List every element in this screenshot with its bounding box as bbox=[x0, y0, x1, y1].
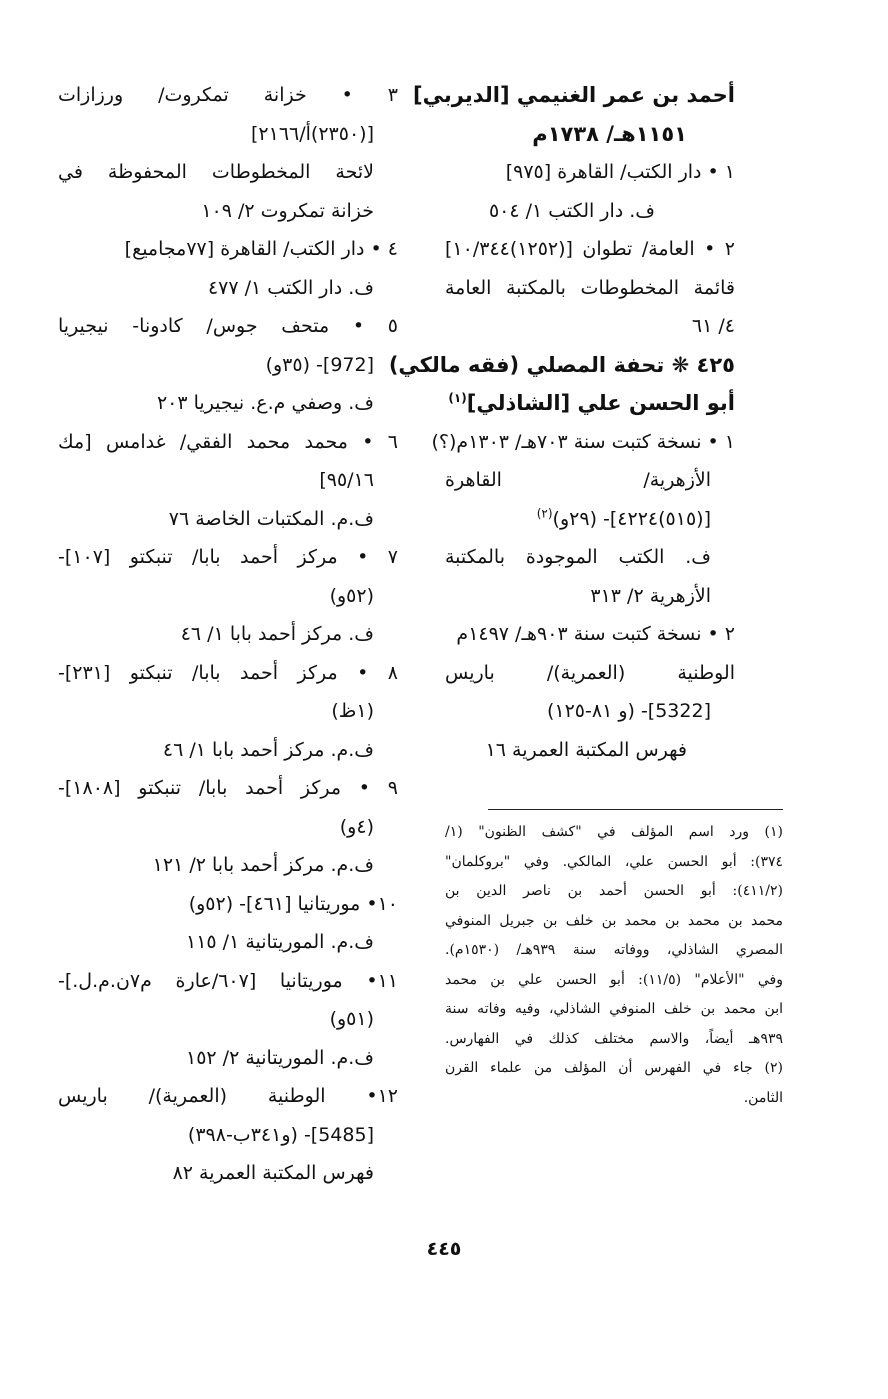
text-line bbox=[445, 731, 735, 770]
text-line bbox=[58, 346, 398, 385]
text-line-text: لائحة المخطوطات المحفوظة في bbox=[58, 161, 374, 183]
text-line bbox=[445, 115, 735, 154]
text-line-text: خزانة تمكروت ٢/ ١٠٩ bbox=[201, 199, 374, 222]
text-line-text: ف.م. الموريتانية ٢/ ١٥٢ bbox=[186, 1046, 374, 1069]
text-line bbox=[58, 962, 398, 1001]
text-line bbox=[388, 346, 735, 385]
text-line-text: ف.م. مركز أحمد بابا ٢/ ١٢١ bbox=[152, 854, 374, 876]
text-line-text: ٥ • متحف جوس/ كادونا- نيجيريا bbox=[58, 315, 398, 337]
text-line-text: (٥٢و) bbox=[329, 584, 374, 607]
text-line bbox=[58, 885, 398, 924]
text-line bbox=[413, 76, 735, 115]
text-line-text: ٨ • مركز أحمد بابا/ تنبكتو [٢٣١]- bbox=[58, 661, 398, 684]
text-line bbox=[58, 731, 398, 770]
text-line-text: قائمة المخطوطات بالمكتبة العامة bbox=[445, 276, 735, 299]
text-line bbox=[445, 192, 735, 231]
text-line bbox=[58, 192, 398, 231]
text-line-text: ٩٥/١٦] bbox=[319, 469, 374, 491]
text-line-text: ف.م. الموريتانية ١/ ١١٥ bbox=[186, 931, 374, 953]
text-line bbox=[58, 500, 398, 539]
text-line-text: ١١٥١هـ/ ١٧٣٨م bbox=[532, 121, 687, 146]
text-line-text: ف. الكتب الموجودة بالمكتبة bbox=[445, 546, 711, 568]
footnote-line-text: وفي "الأعلام" (١١/٥): أبو الحسن علي بن محمد bbox=[445, 971, 783, 988]
footnote-line-text: الثامن. bbox=[743, 1089, 783, 1106]
text-line-text: ٤/ ٦١ bbox=[691, 315, 735, 337]
text-line bbox=[445, 461, 735, 500]
footnote-line-text: (٤١١/٢): أبو الحسن أحمد بن ناصر الدين بن bbox=[445, 883, 783, 899]
text-line-text: ٢ • العامة/ تطوان [(١٢٥٢)١٠/٣٤٤] bbox=[445, 238, 735, 260]
footnote-marker: (٢) bbox=[536, 506, 553, 521]
footnote-line bbox=[445, 995, 783, 1025]
text-line bbox=[445, 384, 735, 423]
text-line bbox=[58, 846, 398, 885]
footnote-marker: (١) bbox=[448, 391, 467, 405]
footnote-line bbox=[445, 966, 783, 996]
text-line bbox=[445, 577, 735, 616]
footnote-line bbox=[445, 1084, 783, 1114]
footnotes bbox=[445, 818, 783, 1113]
text-line bbox=[445, 230, 735, 269]
text-line bbox=[58, 1116, 398, 1155]
text-line-text: ١ • نسخة كتبت سنة ٧٠٣هـ/ ١٣٠٣م(؟) bbox=[431, 430, 735, 453]
text-line-text: ٤٢٥ ❋ تحفة المصلي (فقه مالكي) bbox=[388, 352, 735, 377]
text-line bbox=[58, 692, 398, 731]
text-line bbox=[445, 692, 735, 731]
text-line-text: ٧ • مركز أحمد بابا/ تنبكتو [١٠٧]- bbox=[58, 546, 398, 568]
text-line-text: ١٠• موريتانيا [٤٦١]- (٥٢و) bbox=[188, 892, 398, 915]
text-line bbox=[58, 808, 398, 847]
text-line-text: فهرس المكتبة العمرية ٨٢ bbox=[172, 1162, 374, 1184]
text-line bbox=[58, 923, 398, 962]
text-line-text: ف. دار الكتب ١/ ٥٠٤ bbox=[488, 199, 655, 222]
footnote-line-text: (٢) جاء في الفهرس أن المؤلف من علماء القرن bbox=[445, 1060, 783, 1076]
text-line bbox=[58, 76, 398, 115]
footnote-line bbox=[445, 907, 783, 937]
text-line-text: الأزهرية/ القاهرة bbox=[445, 469, 711, 491]
text-line bbox=[58, 654, 398, 693]
footnote-line-text: ٩٣٩هـ أيضاً، والاسم مختلف كذلك في الفهارس. bbox=[445, 1030, 783, 1047]
text-line-text: الوطنية (العمرية)/ باريس bbox=[445, 661, 735, 684]
text-line bbox=[58, 269, 398, 308]
text-line-text: الأزهرية ٢/ ٣١٣ bbox=[590, 584, 711, 607]
text-line bbox=[58, 153, 398, 192]
text-line bbox=[58, 115, 398, 154]
footnote-line bbox=[445, 1025, 783, 1055]
text-line-text: [(٢٣٥٠)أ/٢١٦٦] bbox=[251, 122, 374, 145]
text-line bbox=[58, 769, 398, 808]
text-line-text: أحمد بن عمر الغنيمي [الديربي] bbox=[413, 83, 735, 107]
text-line-text: ف.م. مركز أحمد بابا ١/ ٤٦ bbox=[162, 738, 374, 761]
footnote-line bbox=[445, 936, 783, 966]
page-number: ٤٤٥ bbox=[426, 1238, 462, 1260]
text-line-text: [5322]- (و ٨١-١٢٥) bbox=[546, 700, 711, 722]
text-line bbox=[58, 1000, 398, 1039]
footnote-line bbox=[445, 1054, 783, 1084]
footnote-line bbox=[445, 818, 783, 848]
text-line bbox=[58, 423, 398, 462]
text-line-text: [5485]- (و٣٤١ب-٣٩٨) bbox=[187, 1123, 374, 1146]
text-line-text: (١ظ) bbox=[331, 700, 374, 722]
text-line-text: ٢ • نسخة كتبت سنة ٩٠٣هـ/ ١٤٩٧م bbox=[456, 623, 735, 645]
text-line bbox=[445, 538, 735, 577]
footnote-line-text: المصري الشاذلي، ووفاته سنة ٩٣٩هـ/ (١٥٣٠م). bbox=[445, 942, 783, 958]
text-line-text: أبو الحسن علي [الشاذلي] bbox=[466, 391, 735, 415]
text-line-text: (٤و) bbox=[339, 815, 374, 838]
text-line-text: ٦ • محمد محمد الفقي/ غدامس [مك bbox=[58, 430, 398, 453]
text-line bbox=[445, 654, 735, 693]
footnote-line-text: ابن محمد بن خلف المنوفي الشاذلي، وفيه وفاته سنة bbox=[445, 1001, 783, 1017]
text-line-text: [(٥١٥)٤٢٢٤]- (٢٩و) bbox=[552, 507, 711, 530]
text-line-text: ف.م. المكتبات الخاصة ٧٦ bbox=[168, 507, 374, 530]
text-line bbox=[58, 1077, 398, 1116]
text-line bbox=[445, 153, 735, 192]
text-line-text: ف. وصفي م.ع. نيجيريا ٢٠٣ bbox=[156, 392, 374, 414]
text-line bbox=[58, 230, 398, 269]
right-column bbox=[388, 76, 735, 769]
text-line bbox=[58, 307, 398, 346]
text-line bbox=[445, 307, 735, 346]
text-line-text: ٤ • دار الكتب/ القاهرة [٧٧مجاميع] bbox=[124, 238, 398, 260]
text-line-text: ٣ • خزانة تمكروت/ ورزازات bbox=[58, 84, 398, 106]
text-line bbox=[58, 384, 398, 423]
text-line bbox=[445, 615, 735, 654]
text-line bbox=[58, 1154, 398, 1193]
text-line bbox=[445, 500, 735, 539]
text-line-text: ١ • دار الكتب/ القاهرة [٩٧٥] bbox=[505, 161, 735, 183]
text-line bbox=[58, 577, 398, 616]
footnote-line-text: (١) ورد اسم المؤلف في "كشف الظنون" (١/ bbox=[445, 824, 783, 840]
text-line bbox=[431, 423, 735, 462]
footnote-line-text: محمد بن محمد بن محمد بن خلف بن جبريل المنوفي bbox=[445, 912, 783, 929]
text-line-text: ١٢• الوطنية (العمرية)/ باريس bbox=[58, 1085, 398, 1107]
text-line-text: [972]- (٣٥و) bbox=[265, 353, 374, 376]
text-line bbox=[445, 269, 735, 308]
text-line bbox=[58, 538, 398, 577]
text-line-text: ١١• موريتانيا [٦٠٧/عارة م٧ن.م.ل.]- bbox=[58, 969, 398, 992]
footnote-line bbox=[445, 848, 783, 878]
text-line-text: ف. مركز أحمد بابا ١/ ٤٦ bbox=[180, 623, 374, 645]
text-line bbox=[58, 461, 398, 500]
text-line-text: (٥١و) bbox=[329, 1008, 374, 1030]
text-line bbox=[58, 1039, 398, 1078]
left-column bbox=[58, 76, 398, 1193]
text-line-text: فهرس المكتبة العمرية ١٦ bbox=[485, 738, 687, 761]
footnote-separator bbox=[488, 809, 783, 810]
text-line-text: ف. دار الكتب ١/ ٤٧٧ bbox=[207, 276, 374, 299]
text-line-text: ٩ • مركز أحمد بابا/ تنبكتو [١٨٠٨]- bbox=[58, 777, 398, 799]
text-line bbox=[58, 615, 398, 654]
footnote-line bbox=[445, 877, 783, 907]
footnote-line-text: ٣٧٤): أبو الحسن علي، المالكي. وفي "بروكلمان" bbox=[445, 853, 783, 870]
